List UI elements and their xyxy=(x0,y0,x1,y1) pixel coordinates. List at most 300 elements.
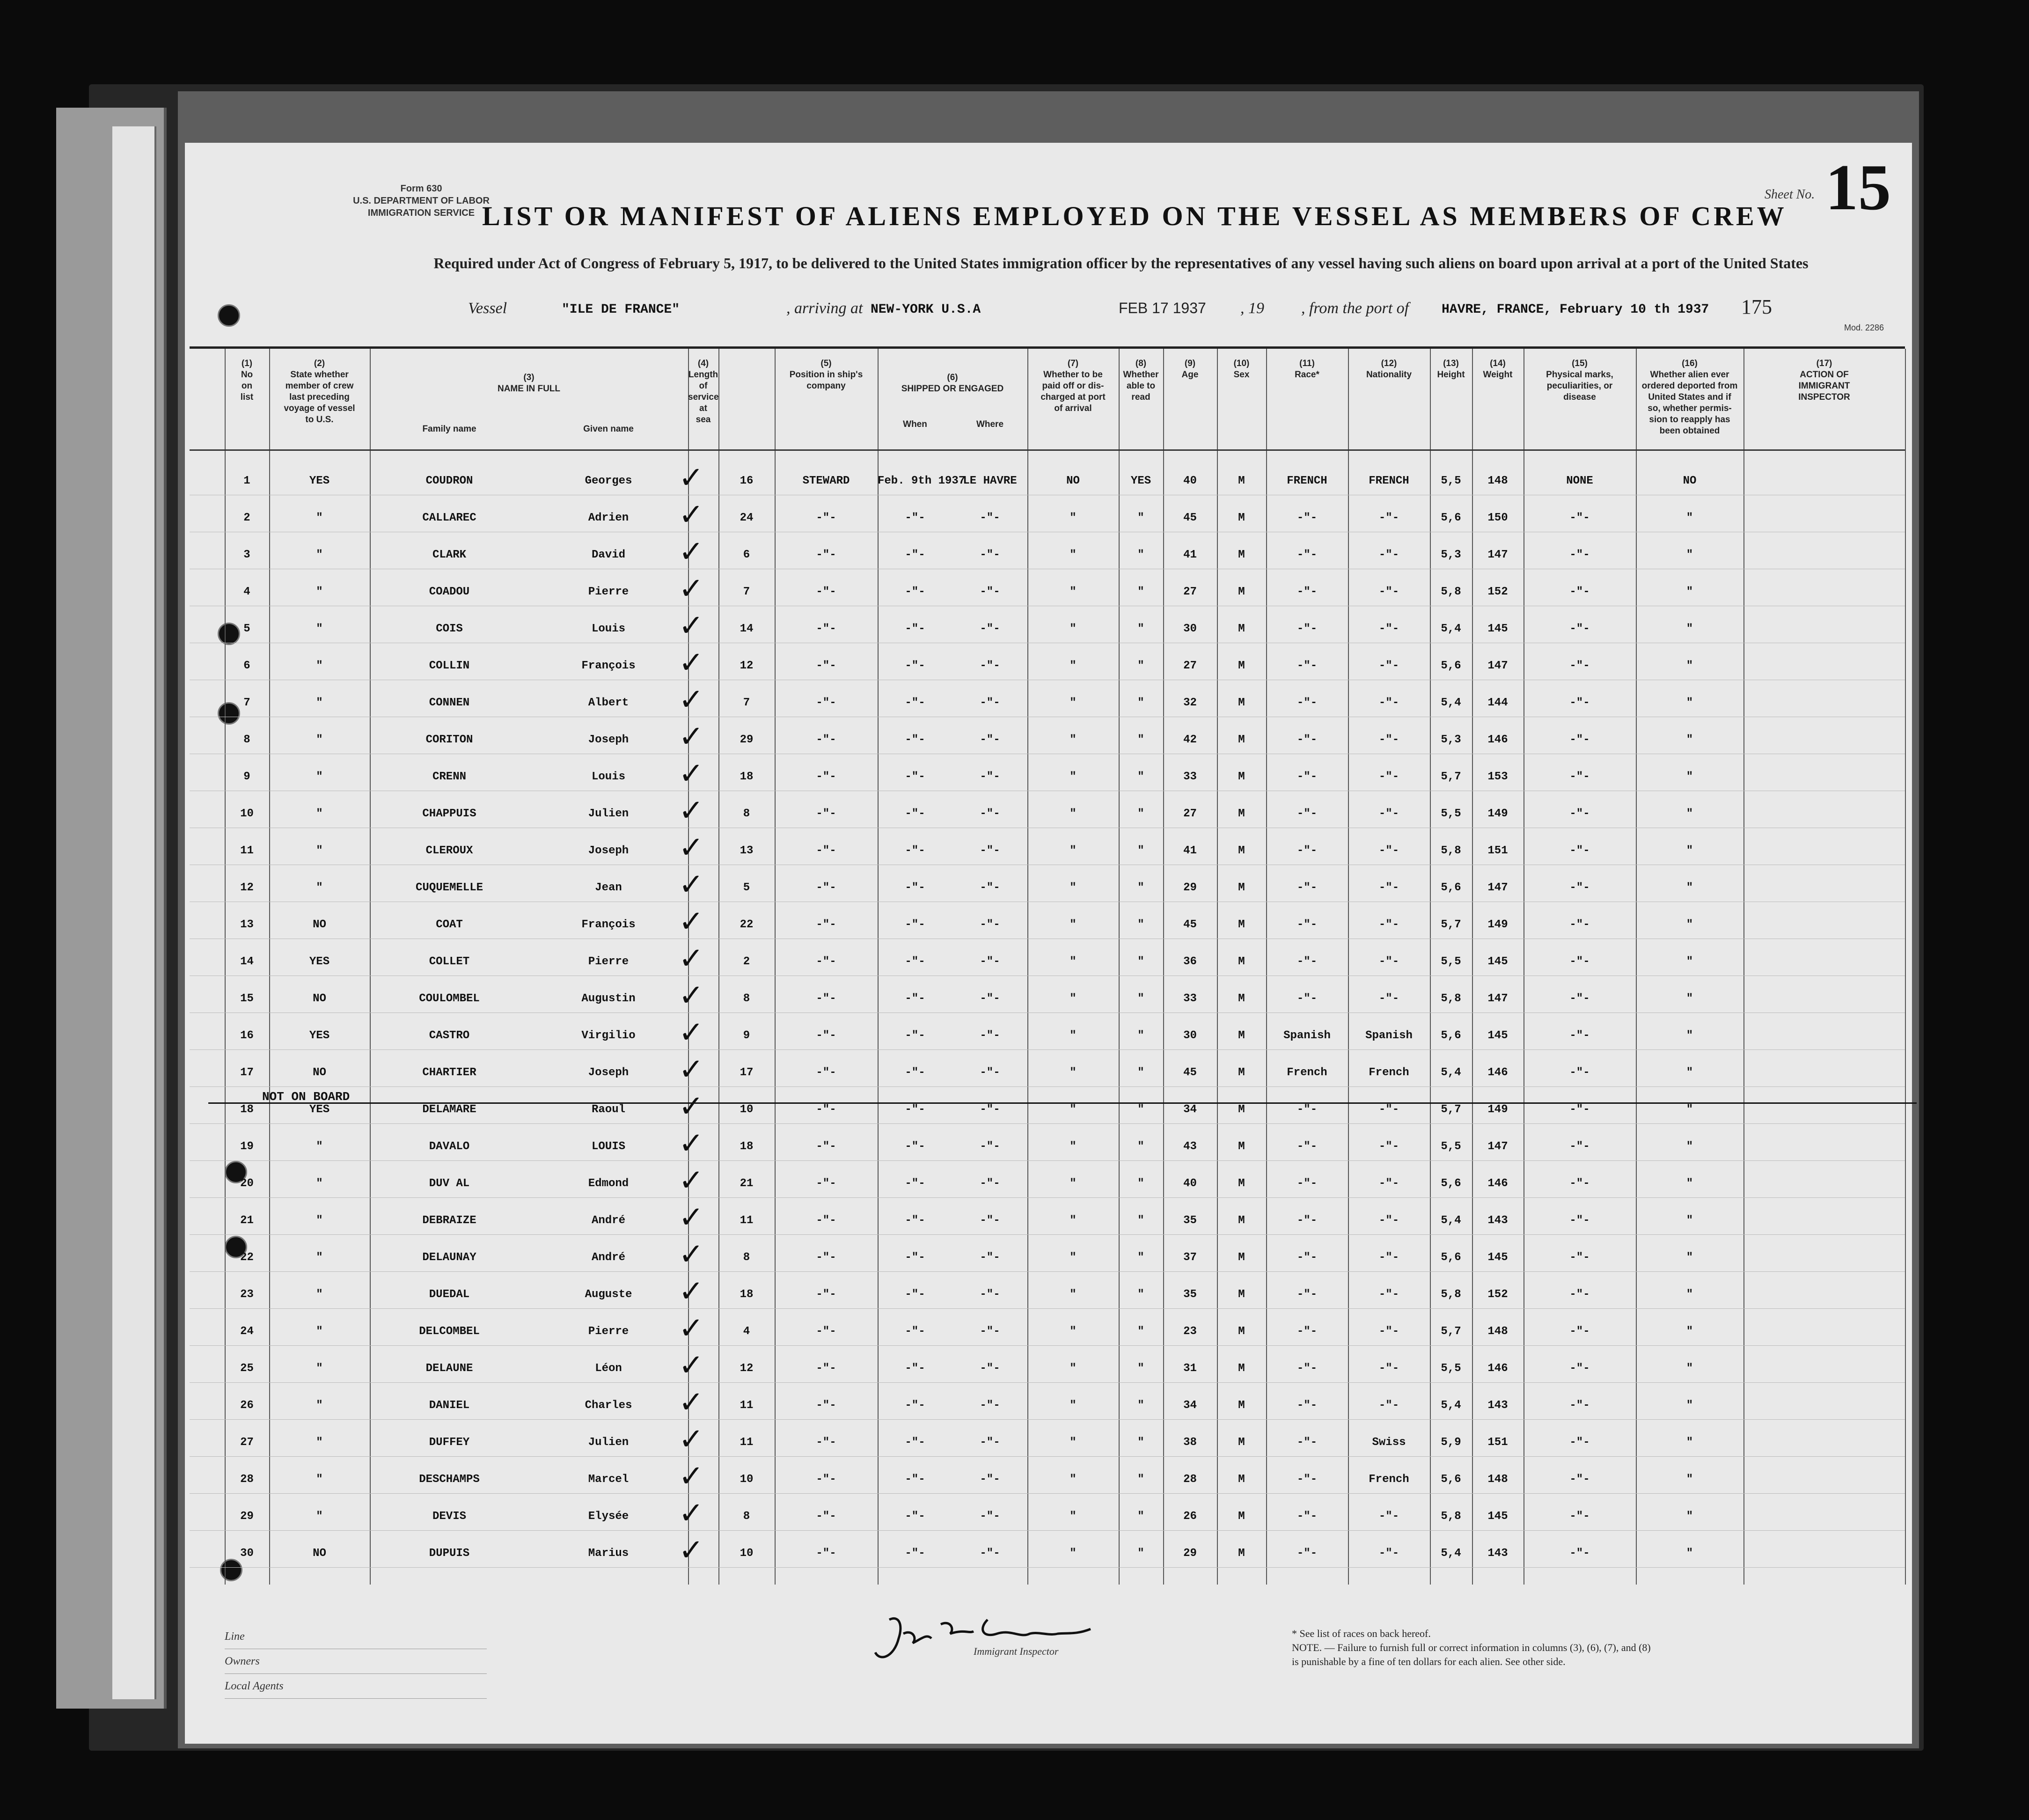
cell-service: 5 xyxy=(743,881,750,894)
check-mark-icon: ✓ xyxy=(679,1126,704,1161)
cell-prev: " xyxy=(316,1214,323,1227)
cell-race: -"- xyxy=(1297,771,1318,783)
cell-no: 24 xyxy=(240,1325,254,1338)
cell-race: -"- xyxy=(1297,992,1318,1005)
cell-height: 5,9 xyxy=(1441,1436,1461,1449)
cell-position: -"- xyxy=(816,1325,836,1338)
cell-read: " xyxy=(1137,1362,1144,1375)
table-row xyxy=(190,1311,1905,1351)
cell-height: 5,6 xyxy=(1441,660,1461,672)
cell-when: -"- xyxy=(905,1399,925,1412)
cell-weight: 145 xyxy=(1487,1251,1508,1264)
cell-race: -"- xyxy=(1297,1436,1318,1449)
cell-height: 5,4 xyxy=(1441,697,1461,709)
cell-given: Louis xyxy=(591,771,625,783)
cell-family: COLLET xyxy=(429,955,470,968)
cell-service: 8 xyxy=(743,992,750,1005)
cell-when: -"- xyxy=(905,992,925,1005)
cell-prev: " xyxy=(316,549,323,561)
cell-race: -"- xyxy=(1297,1103,1318,1116)
cell-read: " xyxy=(1137,1177,1144,1190)
cell-when: -"- xyxy=(905,1103,925,1116)
cell-position: -"- xyxy=(816,771,836,783)
cell-service: 11 xyxy=(740,1399,754,1412)
cell-read: " xyxy=(1137,1066,1144,1079)
cell-sex: M xyxy=(1238,549,1245,561)
cell-nat: FRENCH xyxy=(1369,475,1409,487)
cell-where: -"- xyxy=(980,955,1000,968)
cell-family: CUQUEMELLE xyxy=(415,881,483,894)
cell-prev: YES xyxy=(309,955,330,968)
cell-race: -"- xyxy=(1297,844,1318,857)
cell-deported: " xyxy=(1686,844,1693,857)
cell-when: -"- xyxy=(905,660,925,672)
cell-position: -"- xyxy=(816,918,836,931)
cell-when: -"- xyxy=(905,1140,925,1153)
cell-paid: NO xyxy=(1066,475,1080,487)
cell-height: 5,4 xyxy=(1441,1547,1461,1560)
cell-position: -"- xyxy=(816,844,836,857)
cell-marks: -"- xyxy=(1569,844,1590,857)
cell-no: 27 xyxy=(240,1436,254,1449)
cell-service: 11 xyxy=(740,1436,754,1449)
cell-service: 8 xyxy=(743,807,750,820)
cell-prev: " xyxy=(316,697,323,709)
cell-position: -"- xyxy=(816,1473,836,1486)
cell-age: 45 xyxy=(1183,1066,1197,1079)
cell-weight: 143 xyxy=(1487,1547,1508,1560)
cell-when: Feb. 9th 1937 xyxy=(878,475,966,487)
cell-no: 13 xyxy=(240,918,254,931)
cell-paid: " xyxy=(1069,955,1077,968)
cell-where: -"- xyxy=(980,1547,1000,1560)
cell-age: 32 xyxy=(1183,697,1197,709)
check-mark-icon: ✓ xyxy=(679,1459,704,1494)
cell-height: 5,3 xyxy=(1441,734,1461,746)
table-row xyxy=(190,1422,1905,1462)
cell-age: 34 xyxy=(1183,1399,1197,1412)
cell-weight: 151 xyxy=(1487,844,1508,857)
column-header-c14: (14) Weight xyxy=(1483,359,1513,380)
cell-deported: " xyxy=(1686,1251,1693,1264)
cell-where: -"- xyxy=(980,1140,1000,1153)
cell-read: " xyxy=(1137,586,1144,598)
cell-height: 5,4 xyxy=(1441,623,1461,635)
cell-nat: -"- xyxy=(1378,1288,1399,1301)
check-mark-icon: ✓ xyxy=(679,646,704,680)
cell-deported: " xyxy=(1686,1029,1693,1042)
cell-service: 24 xyxy=(740,512,754,524)
cell-family: DAVALO xyxy=(429,1140,470,1153)
check-mark-icon: ✓ xyxy=(679,1533,704,1568)
cell-marks: -"- xyxy=(1569,1510,1590,1523)
table-row xyxy=(190,1459,1905,1499)
cell-race: French xyxy=(1287,1066,1327,1079)
cell-read: " xyxy=(1137,697,1144,709)
table-row xyxy=(190,1533,1905,1573)
column-header-c16: (16) Whether alien ever ordered deported from United States and if so, whether permis- sion to reapply has been obtained xyxy=(1641,359,1738,436)
cell-given: Joseph xyxy=(588,844,629,857)
vessel-name: "ILE DE FRANCE" xyxy=(562,302,680,317)
cell-service: 21 xyxy=(740,1177,754,1190)
cell-family: CASTRO xyxy=(429,1029,470,1042)
cell-nat: -"- xyxy=(1378,955,1399,968)
table-row xyxy=(190,1385,1905,1425)
cell-height: 5,4 xyxy=(1441,1399,1461,1412)
subtitle: Required under Act of Congress of February 5, 1917, to be delivered to the United States immigration officer by the representatives of any vessel having such aliens on board upon arrival at a port of the United States xyxy=(433,255,1809,272)
cell-given: Pierre xyxy=(588,955,629,968)
cell-service: 16 xyxy=(740,475,754,487)
cell-given: Augustin xyxy=(581,992,636,1005)
cell-position: -"- xyxy=(816,1510,836,1523)
cell-age: 34 xyxy=(1183,1103,1197,1116)
cell-marks: -"- xyxy=(1569,623,1590,635)
cell-race: -"- xyxy=(1297,623,1318,635)
check-mark-icon: ✓ xyxy=(679,867,704,902)
cell-given: Edmond xyxy=(588,1177,629,1190)
cell-given: François xyxy=(581,660,636,672)
cell-marks: -"- xyxy=(1569,1066,1590,1079)
register-number: 175 xyxy=(1741,295,1772,318)
from-label: , from the port of xyxy=(1301,300,1409,317)
cell-given: Charles xyxy=(585,1399,632,1412)
cell-where: -"- xyxy=(980,844,1000,857)
cell-nat: Swiss xyxy=(1372,1436,1406,1449)
cell-weight: 153 xyxy=(1487,771,1508,783)
cell-position: STEWARD xyxy=(802,475,850,487)
cell-age: 28 xyxy=(1183,1473,1197,1486)
cell-when: -"- xyxy=(905,586,925,598)
cell-when: -"- xyxy=(905,844,925,857)
cell-read: " xyxy=(1137,881,1144,894)
cell-given: Georges xyxy=(585,475,632,487)
cell-paid: " xyxy=(1069,734,1077,746)
cell-position: -"- xyxy=(816,1251,836,1264)
cell-height: 5,5 xyxy=(1441,955,1461,968)
cell-marks: -"- xyxy=(1569,734,1590,746)
cell-family: COAT xyxy=(436,918,463,931)
cell-no: 29 xyxy=(240,1510,254,1523)
cell-no: 3 xyxy=(243,549,250,561)
cell-no: 30 xyxy=(240,1547,254,1560)
cell-given: Julien xyxy=(588,1436,629,1449)
cell-no: 23 xyxy=(240,1288,254,1301)
cell-deported: " xyxy=(1686,1399,1693,1412)
cell-sex: M xyxy=(1238,1140,1245,1153)
cell-family: DEVIS xyxy=(432,1510,466,1523)
arriving-label: , arriving at xyxy=(786,300,863,317)
cell-age: 42 xyxy=(1183,734,1197,746)
cell-prev: YES xyxy=(309,1103,330,1116)
cell-service: 6 xyxy=(743,549,750,561)
cell-service: 10 xyxy=(740,1103,754,1116)
cell-family: DUFFEY xyxy=(429,1436,470,1449)
table-row xyxy=(190,648,1905,685)
cell-position: -"- xyxy=(816,1547,836,1560)
cell-read: " xyxy=(1137,1547,1144,1560)
cell-where: -"- xyxy=(980,881,1000,894)
cell-service: 18 xyxy=(740,1288,754,1301)
cell-nat: -"- xyxy=(1378,1251,1399,1264)
cell-nat: -"- xyxy=(1378,881,1399,894)
cell-nat: -"- xyxy=(1378,1177,1399,1190)
table-row xyxy=(190,500,1905,537)
cell-family: CHAPPUIS xyxy=(422,807,476,820)
cell-marks: -"- xyxy=(1569,1029,1590,1042)
cell-family: COLLIN xyxy=(429,660,470,672)
cell-height: 5,6 xyxy=(1441,1473,1461,1486)
table-row xyxy=(190,611,1905,648)
cell-prev: " xyxy=(316,1288,323,1301)
cell-prev: " xyxy=(316,660,323,672)
cell-no: 9 xyxy=(243,771,250,783)
cell-race: -"- xyxy=(1297,1325,1318,1338)
check-mark-icon: ✓ xyxy=(679,941,704,976)
cell-service: 2 xyxy=(743,955,750,968)
not-on-board-annotation: NOT ON BOARD xyxy=(262,1090,350,1104)
cell-prev: " xyxy=(316,1510,323,1523)
cell-position: -"- xyxy=(816,660,836,672)
cell-position: -"- xyxy=(816,697,836,709)
strike-through-line xyxy=(208,1102,1917,1104)
cell-sex: M xyxy=(1238,918,1245,931)
cell-paid: " xyxy=(1069,1251,1077,1264)
cell-deported: NO xyxy=(1683,475,1697,487)
cell-when: -"- xyxy=(905,1251,925,1264)
cell-age: 40 xyxy=(1183,475,1197,487)
cell-no: 15 xyxy=(240,992,254,1005)
cell-paid: " xyxy=(1069,1325,1077,1338)
cell-given: Louis xyxy=(591,623,625,635)
cell-sex: M xyxy=(1238,512,1245,524)
cell-service: 10 xyxy=(740,1473,754,1486)
cell-height: 5,7 xyxy=(1441,771,1461,783)
cell-when: -"- xyxy=(905,1473,925,1486)
cell-given: Marcel xyxy=(588,1473,629,1486)
cell-position: -"- xyxy=(816,512,836,524)
table-row xyxy=(190,1274,1905,1314)
cell-prev: " xyxy=(316,1399,323,1412)
cell-prev: " xyxy=(316,586,323,598)
cell-weight: 151 xyxy=(1487,1436,1508,1449)
cell-sex: M xyxy=(1238,1399,1245,1412)
table-row xyxy=(190,793,1905,833)
arriving-port: NEW-YORK U.S.A xyxy=(871,302,981,317)
cell-family: CHARTIER xyxy=(422,1066,476,1079)
cell-marks: -"- xyxy=(1569,1288,1590,1301)
cell-deported: " xyxy=(1686,1177,1693,1190)
cell-when: -"- xyxy=(905,1029,925,1042)
cell-when: -"- xyxy=(905,734,925,746)
cell-weight: 148 xyxy=(1487,475,1508,487)
cell-family: DUPUIS xyxy=(429,1547,470,1560)
cell-marks: -"- xyxy=(1569,1103,1590,1116)
cell-paid: " xyxy=(1069,1066,1077,1079)
cell-weight: 150 xyxy=(1487,512,1508,524)
cell-sex: M xyxy=(1238,697,1245,709)
cell-read: " xyxy=(1137,1325,1144,1338)
cell-position: -"- xyxy=(816,1177,836,1190)
cell-where: -"- xyxy=(980,512,1000,524)
cell-service: 22 xyxy=(740,918,754,931)
check-mark-icon: ✓ xyxy=(679,1015,704,1050)
cell-when: -"- xyxy=(905,1177,925,1190)
cell-weight: 148 xyxy=(1487,1325,1508,1338)
check-mark-icon: ✓ xyxy=(679,1237,704,1272)
cell-when: -"- xyxy=(905,955,925,968)
cell-family: CLARK xyxy=(432,549,466,561)
column-header-c9: (9) Age xyxy=(1181,359,1199,380)
cell-paid: " xyxy=(1069,1547,1077,1560)
cell-height: 5,7 xyxy=(1441,918,1461,931)
cell-given: David xyxy=(591,549,625,561)
cell-family: CORITON xyxy=(425,734,473,746)
cell-family: COULOMBEL xyxy=(419,992,480,1005)
cell-read: " xyxy=(1137,734,1144,746)
cell-read: " xyxy=(1137,807,1144,820)
cell-race: -"- xyxy=(1297,1288,1318,1301)
inspector-label: Immigrant Inspector xyxy=(974,1645,1059,1657)
cell-paid: " xyxy=(1069,771,1077,783)
cell-marks: -"- xyxy=(1569,697,1590,709)
cell-no: 22 xyxy=(240,1251,254,1264)
cell-marks: -"- xyxy=(1569,771,1590,783)
cell-weight: 149 xyxy=(1487,918,1508,931)
cell-given: Marius xyxy=(588,1547,629,1560)
cell-no: 7 xyxy=(243,697,250,709)
cell-prev: " xyxy=(316,807,323,820)
cell-nat: -"- xyxy=(1378,1362,1399,1375)
cell-given: Albert xyxy=(588,697,629,709)
table-row xyxy=(190,463,1905,500)
cell-family: CRENN xyxy=(432,771,466,783)
cell-race: -"- xyxy=(1297,1399,1318,1412)
table-row xyxy=(190,1089,1905,1129)
cell-position: -"- xyxy=(816,1436,836,1449)
cell-marks: -"- xyxy=(1569,955,1590,968)
cell-weight: 143 xyxy=(1487,1399,1508,1412)
cell-nat: -"- xyxy=(1378,1510,1399,1523)
cell-deported: " xyxy=(1686,1103,1693,1116)
cell-weight: 152 xyxy=(1487,1288,1508,1301)
cell-marks: -"- xyxy=(1569,549,1590,561)
cell-given: Adrien xyxy=(588,512,629,524)
cell-race: -"- xyxy=(1297,881,1318,894)
cell-marks: -"- xyxy=(1569,1140,1590,1153)
check-mark-icon: ✓ xyxy=(679,719,704,754)
cell-race: -"- xyxy=(1297,660,1318,672)
cell-height: 5,5 xyxy=(1441,807,1461,820)
cell-no: 14 xyxy=(240,955,254,968)
check-mark-icon: ✓ xyxy=(679,1274,704,1309)
cell-when: -"- xyxy=(905,1436,925,1449)
cell-where: -"- xyxy=(980,1510,1000,1523)
cell-nat: French xyxy=(1369,1473,1409,1486)
cell-deported: " xyxy=(1686,697,1693,709)
cell-nat: -"- xyxy=(1378,623,1399,635)
form-number: Form 630 U.S. DEPARTMENT OF LABOR IMMIGRATION SERVICE xyxy=(353,183,490,218)
column-header-c11: (11) Race* xyxy=(1295,359,1319,380)
cell-when: -"- xyxy=(905,1214,925,1227)
table-row xyxy=(190,1052,1905,1092)
cell-marks: -"- xyxy=(1569,1399,1590,1412)
cell-no: 11 xyxy=(240,844,254,857)
cell-family: DELAUNE xyxy=(425,1362,473,1375)
cell-read: " xyxy=(1137,512,1144,524)
cell-read: " xyxy=(1137,955,1144,968)
cell-deported: " xyxy=(1686,512,1693,524)
cell-deported: " xyxy=(1686,1436,1693,1449)
cell-age: 27 xyxy=(1183,807,1197,820)
cell-weight: 152 xyxy=(1487,586,1508,598)
cell-read: YES xyxy=(1130,475,1151,487)
cell-when: -"- xyxy=(905,697,925,709)
cell-sex: M xyxy=(1238,1325,1245,1338)
cell-age: 41 xyxy=(1183,549,1197,561)
cell-height: 5,3 xyxy=(1441,549,1461,561)
cell-no: 18 xyxy=(240,1103,254,1116)
cell-weight: 149 xyxy=(1487,807,1508,820)
column-header-where: Where xyxy=(976,419,1004,429)
cell-height: 5,6 xyxy=(1441,881,1461,894)
cell-age: 38 xyxy=(1183,1436,1197,1449)
cell-height: 5,8 xyxy=(1441,844,1461,857)
check-mark-icon: ✓ xyxy=(679,978,704,1013)
check-mark-icon: ✓ xyxy=(679,830,704,865)
cell-service: 14 xyxy=(740,623,754,635)
cell-age: 45 xyxy=(1183,512,1197,524)
cell-paid: " xyxy=(1069,1214,1077,1227)
cell-weight: 146 xyxy=(1487,1177,1508,1190)
cell-no: 10 xyxy=(240,807,254,820)
cell-service: 12 xyxy=(740,660,754,672)
cell-age: 29 xyxy=(1183,881,1197,894)
cell-paid: " xyxy=(1069,844,1077,857)
cell-nat: -"- xyxy=(1378,844,1399,857)
cell-where: -"- xyxy=(980,992,1000,1005)
cell-height: 5,5 xyxy=(1441,1140,1461,1153)
cell-family: CALLAREC xyxy=(422,512,476,524)
cell-marks: -"- xyxy=(1569,881,1590,894)
cell-marks: NONE xyxy=(1566,475,1593,487)
cell-sex: M xyxy=(1238,660,1245,672)
table-row xyxy=(190,978,1905,1018)
table-row xyxy=(190,682,1905,722)
cell-position: -"- xyxy=(816,881,836,894)
cell-age: 40 xyxy=(1183,1177,1197,1190)
cell-height: 5,6 xyxy=(1441,1251,1461,1264)
cell-family: DEBRAIZE xyxy=(422,1214,476,1227)
cell-prev: " xyxy=(316,1362,323,1375)
cell-no: 4 xyxy=(243,586,250,598)
cell-age: 35 xyxy=(1183,1288,1197,1301)
cell-family: DANIEL xyxy=(429,1399,470,1412)
cell-nat: -"- xyxy=(1378,697,1399,709)
cell-deported: " xyxy=(1686,771,1693,783)
cell-prev: " xyxy=(316,881,323,894)
cell-sex: M xyxy=(1238,1214,1245,1227)
cell-no: 19 xyxy=(240,1140,254,1153)
check-mark-icon: ✓ xyxy=(679,1311,704,1346)
cell-nat: -"- xyxy=(1378,992,1399,1005)
sheet-label: Sheet No. xyxy=(1765,187,1815,202)
cell-read: " xyxy=(1137,549,1144,561)
cell-height: 5,5 xyxy=(1441,475,1461,487)
cell-marks: -"- xyxy=(1569,807,1590,820)
cell-when: -"- xyxy=(905,1288,925,1301)
cell-age: 43 xyxy=(1183,1140,1197,1153)
cell-nat: Spanish xyxy=(1365,1029,1413,1042)
